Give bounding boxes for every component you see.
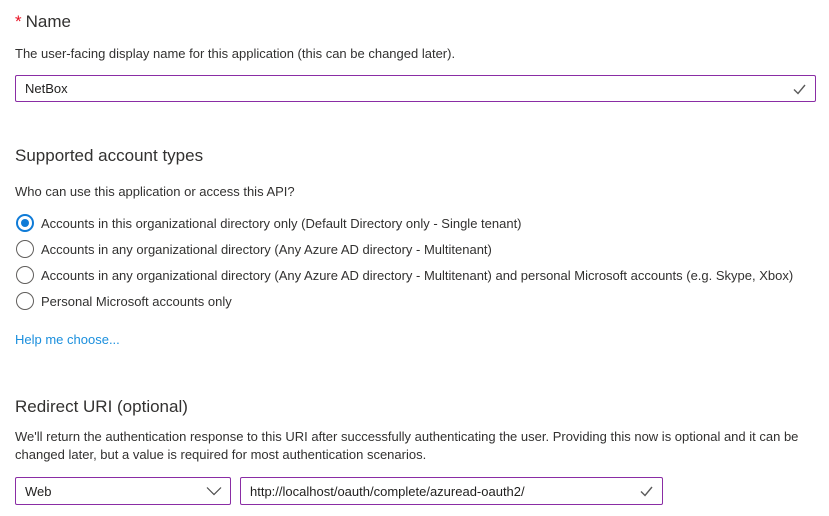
- valid-check-icon: [792, 81, 807, 96]
- redirect-uri-value: http://localhost/oauth/complete/azuread-oauth2/: [250, 483, 525, 499]
- name-input[interactable]: [15, 75, 816, 102]
- radio-label: Accounts in this organizational directory only (Default Directory only - Single tenant): [41, 215, 522, 231]
- valid-check-icon: [639, 484, 654, 499]
- radio-single-tenant[interactable]: [15, 210, 829, 236]
- radio-button-icon: [16, 240, 34, 258]
- radio-multitenant[interactable]: [15, 236, 829, 262]
- redirect-uri-row: [15, 477, 829, 505]
- radio-multitenant-personal[interactable]: [15, 262, 829, 288]
- radio-label: Accounts in any organizational directory (Any Azure AD directory - Multitenant) and personal Microsoft accounts (e.g. Skype, Xbox): [41, 267, 794, 283]
- required-marker: *: [15, 12, 22, 31]
- name-input-value: NetBox: [25, 81, 68, 96]
- radio-label: Accounts in any organizational directory (Any Azure AD directory - Multitenant): [41, 241, 492, 257]
- name-description: The user-facing display name for this application (this can be changed later).: [15, 46, 456, 61]
- name-section-title: [15, 10, 829, 33]
- redirect-uri-description: We'll return the authentication response to this URI after successfully authenticating the user. Providing this now is optional and it can be changed later, but a value is required for most authentication scenarios.: [15, 429, 799, 462]
- radio-button-icon: [16, 214, 34, 232]
- help-me-choose-link[interactable]: Help me choose...: [15, 332, 120, 347]
- account-types-radio-group: [15, 210, 829, 314]
- name-title-text: Name: [25, 12, 71, 31]
- account-types-question: Who can use this application or access this API?: [15, 184, 295, 199]
- radio-personal-only[interactable]: [15, 288, 829, 314]
- radio-button-icon: [16, 292, 34, 310]
- chevron-down-icon: [206, 487, 222, 496]
- redirect-uri-title: Redirect URI (optional): [15, 397, 188, 416]
- radio-label: Personal Microsoft accounts only: [41, 293, 232, 309]
- radio-button-icon: [16, 266, 34, 284]
- platform-select-value: Web: [25, 483, 52, 499]
- account-types-title: Supported account types: [15, 146, 204, 165]
- redirect-uri-input[interactable]: [240, 477, 663, 505]
- platform-select[interactable]: [15, 477, 231, 505]
